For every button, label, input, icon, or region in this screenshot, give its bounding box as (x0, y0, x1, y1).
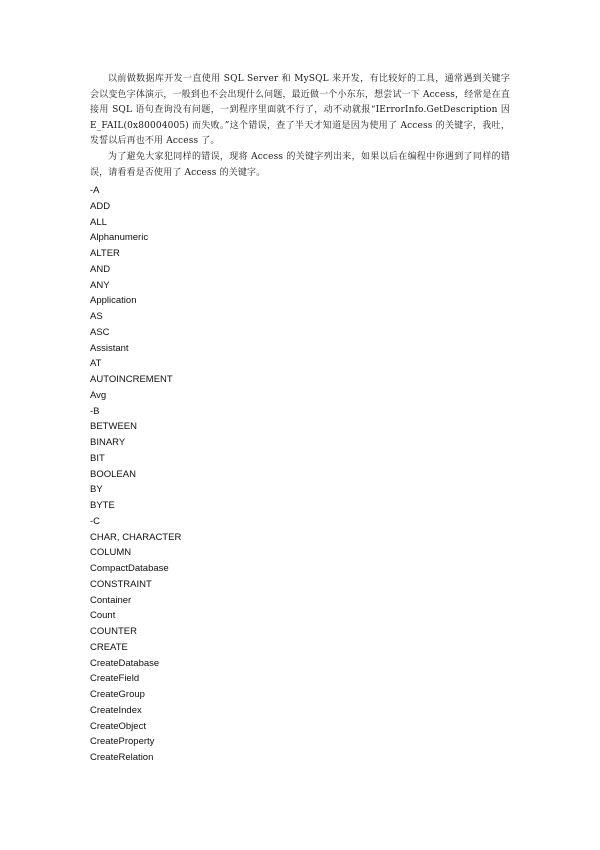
keyword-item: ASC (90, 326, 110, 338)
keyword-item: ADD (90, 200, 111, 212)
keyword-item: Count (90, 610, 116, 622)
keyword-item: AND (90, 263, 111, 275)
keyword-item: Alphanumeric (90, 232, 149, 244)
keyword-item: Container (90, 594, 132, 606)
keyword-item: CreateGroup (90, 689, 145, 700)
keyword-item: CreateRelation (90, 752, 154, 763)
keyword-item: COLUMN (90, 547, 132, 559)
keyword-item: ALL (90, 216, 107, 228)
keyword-item: COUNTER (90, 626, 137, 637)
keyword-item: BYTE (90, 500, 115, 511)
keyword-item: CompactDatabase (90, 563, 169, 574)
keyword-section-c: -C (90, 515, 101, 527)
keyword-item: ANY (90, 279, 110, 291)
keyword-item: BOOLEAN (90, 468, 136, 480)
keyword-item: AS (90, 311, 103, 322)
keyword-item: BY (90, 484, 103, 496)
keyword-item: Avg (90, 389, 107, 401)
notice-paragraph: 为了避免大家犯同样的错误，现将 Access 的关键字列出来，如果以后在编程中你遇到了同样的错误，请看看是否使用了 Access 的关键字。 (90, 151, 510, 178)
keyword-item: CreateDatabase (90, 657, 160, 669)
keyword-item: CreateObject (90, 720, 146, 732)
keyword-item: ALTER (90, 248, 120, 259)
keyword-item: CONSTRAINT (90, 578, 152, 590)
intro-text (90, 72, 510, 181)
keyword-section-b: -B (90, 405, 100, 417)
keyword-item: Assistant (90, 342, 129, 354)
keyword-item: CreateProperty (90, 736, 155, 748)
keyword-item: BETWEEN (90, 421, 137, 433)
keyword-item: Application (90, 295, 137, 307)
intro-paragraph: 以前做数据库开发一直使用 SQL Server 和 MySQL 来开发，有比较好的工具，通常遇到关键字会以变色字体演示，一般到也不会出现什么问题，最近做一个小东东，想尝试一下 Access，经常是在直接用 SQL 语句查询没有问题，一到程序里面就不行了，动不动就报“IErrorInfo.GetDescription 因 E_FAIL(0x80004005) 而失败。”这个错误，查了半天才知道是因为使用了 Access 的关键字，我吐，发誓以后再也不用 Access 了。 (90, 74, 510, 147)
keyword-item: CHAR, CHARACTER (90, 531, 182, 543)
keyword-item: AT (90, 358, 102, 370)
keyword-item: BINARY (90, 437, 126, 448)
keyword-list (90, 183, 181, 766)
keyword-item: AUTOINCREMENT (90, 374, 173, 385)
keyword-item: CREATE (90, 641, 128, 653)
keyword-item: CreateField (90, 673, 140, 685)
keyword-item: CreateIndex (90, 704, 142, 716)
keyword-section-a: -A (90, 185, 100, 196)
keyword-item: BIT (90, 452, 105, 464)
